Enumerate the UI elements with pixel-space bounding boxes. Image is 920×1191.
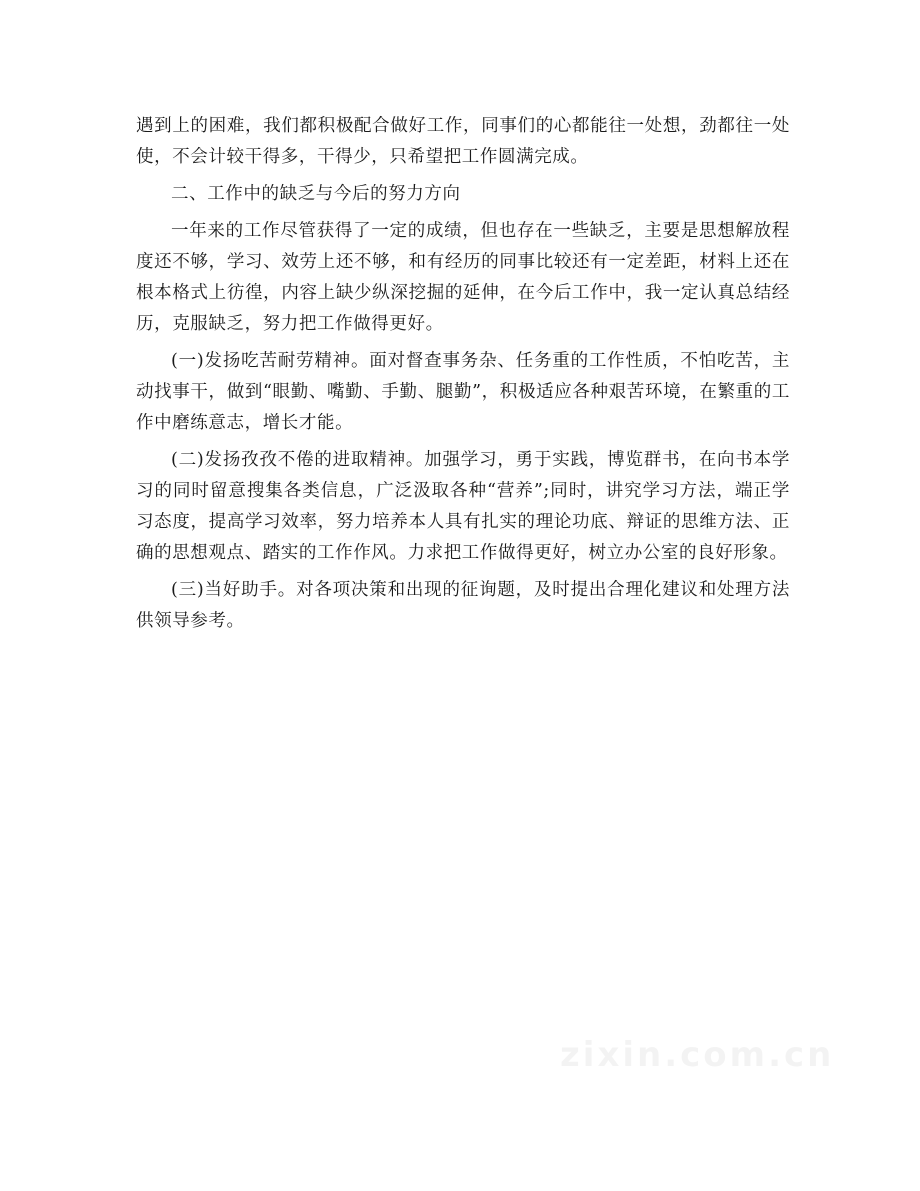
paragraph-item-two: (二)发扬孜孜不倦的进取精神。加强学习，勇于实践，博览群书，在向书本学习的同时留意搜集各类信息，广泛汲取各种“营养”;同时，讲究学习方法，端正学习态度，提高学习效率，努力培养本人具有扎实的理论功底、辩证的思维方法、正确的思想观点、踏实的工作作风。力求把工作做得更好，树立办公室的良好形象。	[136, 450, 790, 563]
document-body	[136, 111, 790, 643]
paragraph-item-one: (一)发扬吃苦耐劳精神。面对督查事务杂、任务重的工作性质，不怕吃苦，主动找事干，做到“眼勤、嘴勤、手勤、腿勤”，积极适应各种艰苦环境，在繁重的工作中磨练意志，增长才能。	[136, 351, 790, 433]
paragraph-item-three: (三)当好助手。对各项决策和出现的征询题，及时提出合理化建议和处理方法供领导参考。	[136, 580, 790, 631]
section-heading: 二、工作中的缺乏与今后的努力方向	[171, 184, 461, 204]
paragraph-summary: 一年来的工作尽管获得了一定的成绩，但也存在一些缺乏，主要是思想解放程度还不够，学习、效劳上还不够，和有经历的同事比较还有一定差距，材料上还在根本格式上彷徨，内容上缺少纵深挖掘的延伸，在今后工作中，我一定认真总结经历，克服缺乏，努力把工作做得更好。	[136, 221, 790, 334]
paragraph-continuation: 遇到上的困难，我们都积极配合做好工作，同事们的心都能往一处想，劲都往一处使，不会计较干得多，干得少，只希望把工作圆满完成。	[136, 116, 790, 167]
watermark	[560, 1035, 834, 1075]
